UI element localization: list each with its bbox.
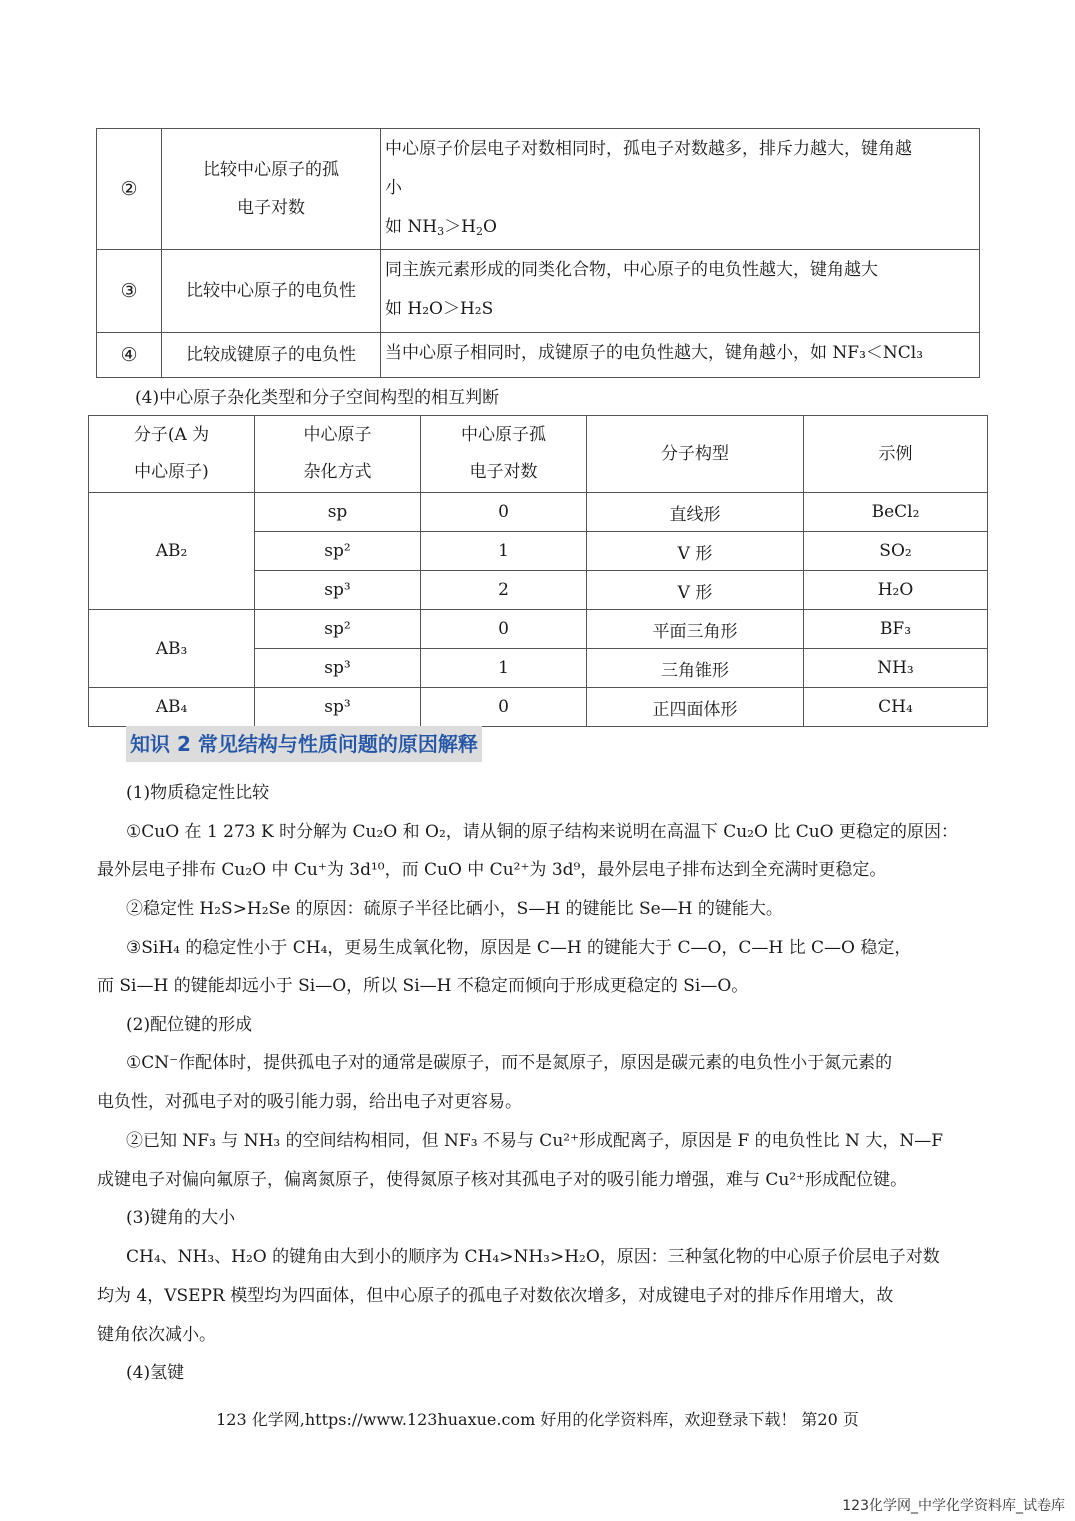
- example-molecule: CH₄: [804, 688, 988, 727]
- paragraph-line: ②稳定性 H₂S>H₂Se 的原因：硫原子半径比硒小，S—H 的键能比 Se—H 的键能大。: [126, 899, 783, 919]
- paragraph-line: CH₄、NH₃、H₂O 的键角由大到小的顺序为 CH₄>NH₃>H₂O，原因：三种氢化物的中心原子价层电子对数: [126, 1247, 940, 1267]
- column-header: [587, 416, 804, 493]
- lone-pairs: 1: [421, 532, 587, 571]
- example-molecule: NH₃: [804, 649, 988, 688]
- column-header: [89, 416, 255, 493]
- description-line: 小: [385, 178, 402, 198]
- header-text: 示例: [878, 443, 913, 464]
- paragraph-title: (3)键角的大小: [126, 1208, 236, 1228]
- example-molecule: H₂O: [804, 571, 988, 610]
- column-header: [421, 416, 587, 493]
- watermark: 123化学网_中学化学资料库_试卷库: [842, 1498, 1065, 1514]
- hybridization: sp³: [255, 688, 421, 727]
- description-line: 中心原子价层电子对数相同时，孤电子对数越多，排斥力越大，键角越: [385, 139, 912, 159]
- paragraph-line: 键角依次减小。: [97, 1325, 216, 1345]
- example-line: 如 $NH_3>H_2O$: [385, 217, 497, 238]
- molecule-type: AB₄: [89, 688, 255, 727]
- hybridization: sp²: [255, 610, 421, 649]
- comparison-description: [381, 250, 980, 333]
- lone-pairs: 0: [421, 610, 587, 649]
- paragraph-line: ①CN⁻作配体时，提供孤电子对的通常是碳原子，而不是氮原子，原因是碳元素的电负性小于氮元素的: [126, 1053, 893, 1073]
- molecular-shape: 正四面体形: [587, 688, 804, 727]
- table-row: [89, 493, 988, 532]
- molecular-shape: V 形: [587, 571, 804, 610]
- paragraph-title: (1)物质稳定性比较: [126, 783, 270, 803]
- column-header: [804, 416, 988, 493]
- example-line: 如 H₂O＞H₂S: [385, 299, 494, 319]
- bond-angle-comparison-table: [96, 128, 980, 378]
- hybridization: sp: [255, 493, 421, 532]
- paragraph-title: (4)氢键: [126, 1363, 185, 1383]
- example-molecule: BeCl₂: [804, 493, 988, 532]
- comparison-criterion: 比较中心原子的电负性: [162, 250, 381, 333]
- section-heading: 知识 2 常见结构与性质问题的原因解释: [126, 726, 482, 762]
- header-text: 分子(A 为 中心原子): [133, 425, 210, 482]
- description-line: 同主族元素形成的同类化合物，中心原子的电负性越大，键角越大: [385, 260, 878, 280]
- example-molecule: BF₃: [804, 610, 988, 649]
- lone-pairs: 1: [421, 649, 587, 688]
- column-header: [255, 416, 421, 493]
- hybridization: sp³: [255, 571, 421, 610]
- table-row: [97, 250, 980, 333]
- row-number: ④: [97, 333, 162, 378]
- example-text: 如 NH: [385, 217, 438, 237]
- example-text: ＞H: [444, 217, 476, 237]
- criterion-line: 比较中心原子的孤: [203, 160, 339, 180]
- paragraph-title: (2)配位键的形成: [126, 1015, 253, 1035]
- lone-pairs: 2: [421, 571, 587, 610]
- lone-pairs: 0: [421, 493, 587, 532]
- paragraph-line: ③SiH₄ 的稳定性小于 CH₄，更易生成氧化物，原因是 C—H 的键能大于 C—O，C—H 比 C—O 稳定，: [126, 938, 912, 958]
- comparison-description: [381, 129, 980, 250]
- table-header-row: [89, 416, 988, 493]
- table-row: [89, 610, 988, 649]
- comparison-criterion: [162, 129, 381, 250]
- table-row: [89, 688, 988, 727]
- hybridization-table: [88, 415, 988, 727]
- paragraph-line: 均为 4，VSEPR 模型均为四面体，但中心原子的孤电子对数依次增多，对成键电子对的排斥作用增大，故: [97, 1286, 894, 1306]
- table-row: [97, 333, 980, 378]
- table-row: [97, 129, 980, 250]
- header-text: 中心原子孤 电子对数: [461, 425, 546, 482]
- molecule-type: AB₂: [89, 493, 255, 610]
- example-molecule: SO₂: [804, 532, 988, 571]
- molecular-shape: 三角锥形: [587, 649, 804, 688]
- hybridization: sp³: [255, 649, 421, 688]
- section-subtitle: (4)中心原子杂化类型和分子空间构型的相互判断: [135, 388, 500, 408]
- header-text: 中心原子 杂化方式: [303, 425, 372, 482]
- paragraph-line: 最外层电子排布 Cu₂O 中 Cu⁺为 3d¹⁰，而 CuO 中 Cu²⁺为 3d⁹，最外层电子排布达到全充满时更稳定。: [97, 860, 887, 880]
- row-number: ②: [97, 129, 162, 250]
- paragraph-line: 电负性，对孤电子对的吸引能力弱，给出电子对更容易。: [97, 1092, 522, 1112]
- molecular-shape: 直线形: [587, 493, 804, 532]
- hybridization: sp²: [255, 532, 421, 571]
- molecular-shape: 平面三角形: [587, 610, 804, 649]
- example-text: O: [482, 217, 497, 237]
- paragraph-line: 而 Si—H 的键能却远小于 Si—O，所以 Si—H 不稳定而倾向于形成更稳定的 Si—O。: [97, 976, 749, 996]
- comparison-criterion: 比较成键原子的电负性: [162, 333, 381, 378]
- comparison-description: 当中心原子相同时，成键原子的电负性越大，键角越小，如 NF₃＜NCl₃: [381, 333, 980, 378]
- lone-pairs: 0: [421, 688, 587, 727]
- page-footer: 123 化学网,https://www.123huaxue.com 好用的化学资料库，欢迎登录下载！ 第20 页: [216, 1410, 859, 1429]
- molecule-type: AB₃: [89, 610, 255, 688]
- header-text: 分子构型: [661, 443, 729, 464]
- paragraph-line: 成键电子对偏向氟原子，偏离氮原子，使得氮原子核对其孤电子对的吸引能力增强，难与 Cu²⁺形成配位键。: [97, 1170, 908, 1190]
- molecular-shape: V 形: [587, 532, 804, 571]
- row-number: ③: [97, 250, 162, 333]
- paragraph-line: ①CuO 在 1 273 K 时分解为 Cu₂O 和 O₂，请从铜的原子结构来说明在高温下 Cu₂O 比 CuO 更稳定的原因：: [126, 822, 959, 842]
- criterion-line: 电子对数: [237, 198, 305, 218]
- paragraph-line: ②已知 NF₃ 与 NH₃ 的空间结构相同，但 NF₃ 不易与 Cu²⁺形成配离子，原因是 F 的电负性比 N 大，N—F: [126, 1131, 944, 1151]
